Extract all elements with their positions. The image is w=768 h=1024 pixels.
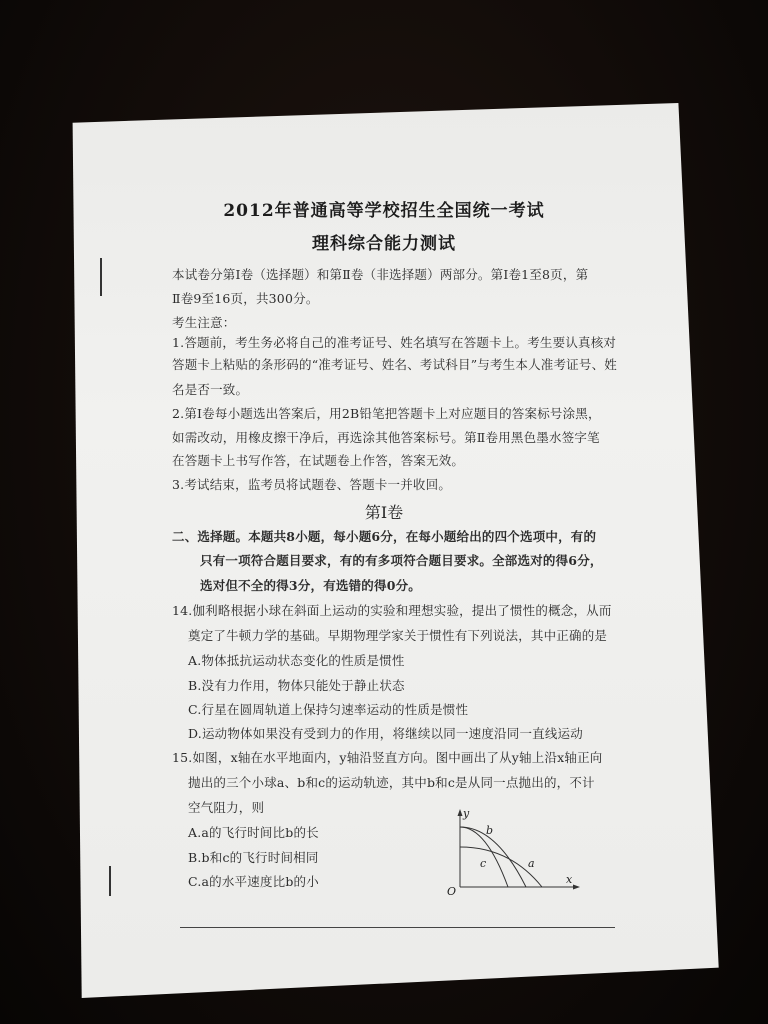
origin-label: O [447,885,457,898]
question-14-line: 14.伽利略根据小球在斜面上运动的实验和理想实验，提出了惯性的概念，从而 [172,603,612,618]
curve-label-b: b [486,824,494,837]
section-instruction: 选对但不全的得3分，有选错的得0分。 [200,578,421,593]
exam-subtitle: 理科综合能力测试 [312,234,456,254]
x-axis-arrow [573,885,580,890]
notice-heading: 考生注意： [172,315,236,330]
x-axis-label: x [566,873,573,886]
question-15-option: A.a的飞行时间比b的长 [188,825,319,840]
curve-label-a: a [528,857,535,870]
trajectory-diagram [438,805,588,900]
notice-line: 名是否一致。 [172,382,249,397]
binding-mark-top [100,258,102,296]
footer-rule [180,927,615,928]
notice-line: 1.答题前，考生务必将自己的准考证号、姓名填写在答题卡上。考生要认真核对 [172,335,617,350]
notice-line: 2.第Ⅰ卷每小题选出答案后，用2B铅笔把答题卡上对应题目的答案标号涂黑， [172,406,601,421]
notice-line: 答题卡上粘贴的条形码的“准考证号、姓名、考试科目”与考生本人准考证号、姓 [172,357,617,372]
question-14-option: B.没有力作用，物体只能处于静止状态 [188,678,405,693]
question-14-option: D.运动物体如果没有受到力的作用，将继续以同一速度沿同一直线运动 [188,726,583,741]
question-14-line: 奠定了牛顿力学的基础。早期物理学家关于惯性有下列说法，其中正确的是 [188,628,608,643]
question-15-option: C.a的水平速度比b的小 [188,874,319,889]
notice-line: 在答题卡上书写作答，在试题卷上作答，答案无效。 [172,453,465,468]
question-14-option: A.物体抵抗运动状态变化的性质是惯性 [188,653,405,668]
curve-label-c: c [480,857,487,870]
intro-line: 本试卷分第Ⅰ卷（选择题）和第Ⅱ卷（非选择题）两部分。第Ⅰ卷1至8页，第 [172,267,589,282]
question-15-option: B.b和c的飞行时间相同 [188,850,319,865]
y-axis-arrow [458,809,463,816]
question-15-line: 抛出的三个小球a、b和c的运动轨迹，其中b和c是从同一点抛出的，不计 [188,775,595,790]
binding-mark-bottom [109,866,111,896]
section-instruction: 只有一项符合题目要求，有的有多项符合题目要求。全部选对的得6分， [200,553,603,568]
intro-line: Ⅱ卷9至16页，共300分。 [172,291,319,306]
exam-title: 2012年普通高等学校招生全国统一考试 [223,201,545,221]
notice-line: 3.考试结束，监考员将试题卷、答题卡一并收回。 [172,477,452,492]
y-axis-label: y [463,807,470,820]
question-15-line: 空气阻力，则 [188,800,265,815]
notice-line: 如需改动，用橡皮擦干净后，再选涂其他答案标号。第Ⅱ卷用黑色墨水签字笔 [172,430,600,445]
question-15-line: 15.如图，x轴在水平地面内，y轴沿竖直方向。图中画出了从y轴上沿x轴正向 [172,750,603,765]
volume-heading: 第Ⅰ卷 [364,503,404,522]
section-instruction: 二、选择题。本题共8小题，每小题6分，在每小题给出的四个选项中，有的 [172,529,597,544]
question-14-option: C.行星在圆周轨道上保持匀速率运动的性质是惯性 [188,702,469,717]
